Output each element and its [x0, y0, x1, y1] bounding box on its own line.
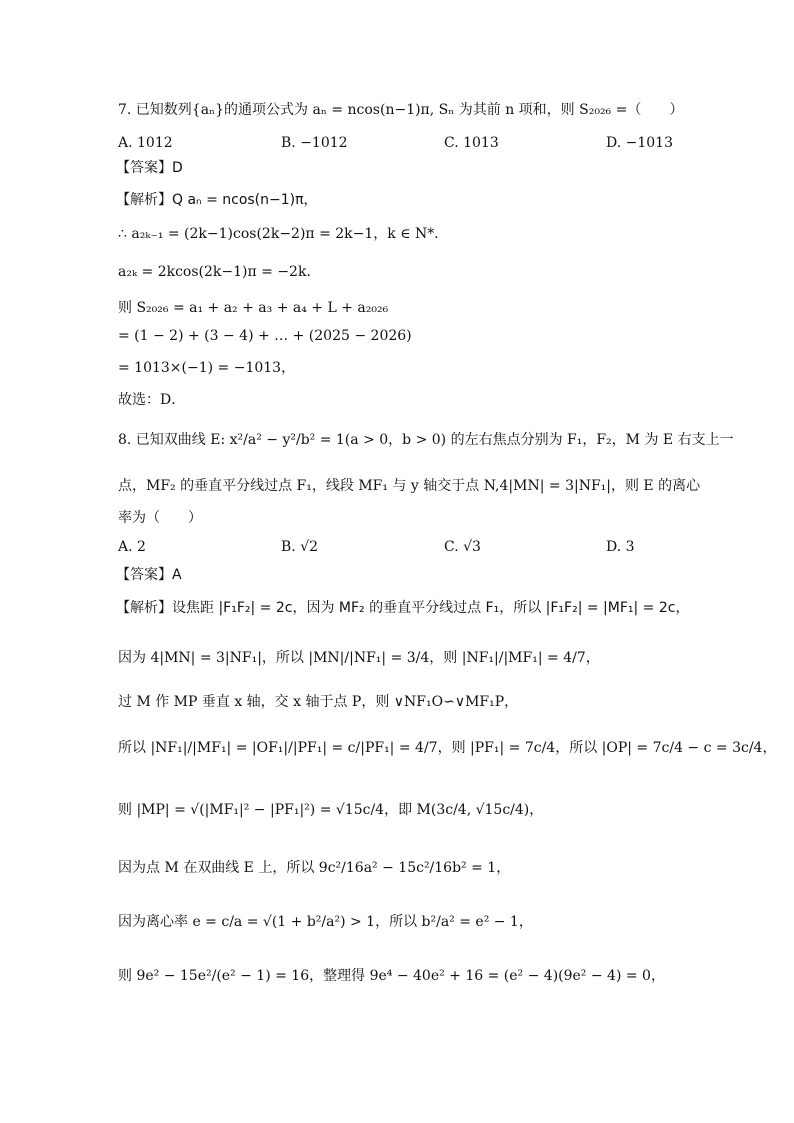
q8-solution-line-1: 【解析】设焦距 |F₁F₂| = 2c，因为 MF₂ 的垂直平分线过点 F₁，所以 |F₁F₂| = |MF₁| = 2c， [116, 600, 690, 616]
q8-solution-line-3: 过 M 作 MP 垂直 x 轴，交 x 轴于点 P，则 ∨NF₁O∽∨MF₁P， [118, 694, 519, 710]
q7-solution-line-7: 故选：D． [118, 392, 186, 408]
q7-option-a: A. 1012 [118, 135, 173, 151]
q7-solution-line-3: a₂ₖ = 2kcos(2k−1)π = −2k． [118, 264, 321, 280]
q8-solution-line-6: 因为点 M 在双曲线 E 上，所以 9c²/16a² − 15c²/16b² = 1， [118, 860, 511, 876]
q8-solution-line-8: 则 9e² − 15e²/(e² − 1) = 16，整理得 9e⁴ − 40e² + 16 = (e² − 4)(9e² − 4) = 0， [118, 968, 665, 984]
q8-solution-line-7: 因为离心率 e = c/a = √(1 + b²/a²) > 1，所以 b²/a² = e² − 1， [118, 914, 533, 930]
q7-solution-line-4: 则 S₂₀₂₆ = a₁ + a₂ + a₃ + a₄ + L + a₂₀₂₆ [118, 300, 389, 316]
q7-solution-line-2: ∴ a₂ₖ₋₁ = (2k−1)cos(2k−2)π = 2k−1，k ∈ N*． [118, 226, 449, 242]
q8-solution-line-2: 因为 4|MN| = 3|NF₁|，所以 |MN|/|NF₁| = 3/4，则 |NF₁|/|MF₁| = 4/7， [118, 650, 600, 666]
q8-option-d: D. 3 [606, 539, 635, 555]
q7-solution-line-5: = (1 − 2) + (3 − 4) + … + (2025 − 2026) [118, 328, 412, 344]
question-8-stem-line-1: 8. 已知双曲线 E: x²/a² − y²/b² = 1(a > 0，b > 0) 的左右焦点分别为 F₁，F₂，M 为 E 右支上一 [118, 432, 734, 448]
q7-option-c: C. 1013 [444, 135, 499, 151]
q8-option-a: A. 2 [118, 539, 146, 555]
q8-answer: 【答案】A [116, 567, 182, 583]
q7-option-b: B. −1012 [281, 135, 348, 151]
q7-option-d: D. −1013 [606, 135, 673, 151]
q7-answer: 【答案】D [116, 160, 183, 176]
q8-option-c: C. √3 [444, 539, 481, 555]
question-8-stem-line-3: 率为（ ） [118, 510, 202, 526]
q7-solution-line-1: 【解析】Q aₙ = ncos(n−1)π， [116, 192, 318, 208]
question-8-stem-line-2: 点，MF₂ 的垂直平分线过点 F₁，线段 MF₁ 与 y 轴交于点 N,4|MN| = 3|NF₁|，则 E 的离心 [118, 478, 701, 494]
q8-solution-line-5: 则 |MP| = √(|MF₁|² − |PF₁|²) = √15c/4，即 M(3c/4, √15c/4)， [118, 802, 544, 818]
question-7-stem: 7. 已知数列{aₙ}的通项公式为 aₙ = ncos(n−1)π, Sₙ 为其前 n 项和，则 S₂₀₂₆ =（ ） [118, 102, 684, 118]
q7-solution-line-6: = 1013×(−1) = −1013， [118, 360, 296, 376]
q8-solution-line-4: 所以 |NF₁|/|MF₁| = |OF₁|/|PF₁| = c/|PF₁| = 4/7，则 |PF₁| = 7c/4，所以 |OP| = 7c/4 − c = 3c/4， [118, 740, 777, 756]
q8-option-b: B. √2 [281, 539, 319, 555]
